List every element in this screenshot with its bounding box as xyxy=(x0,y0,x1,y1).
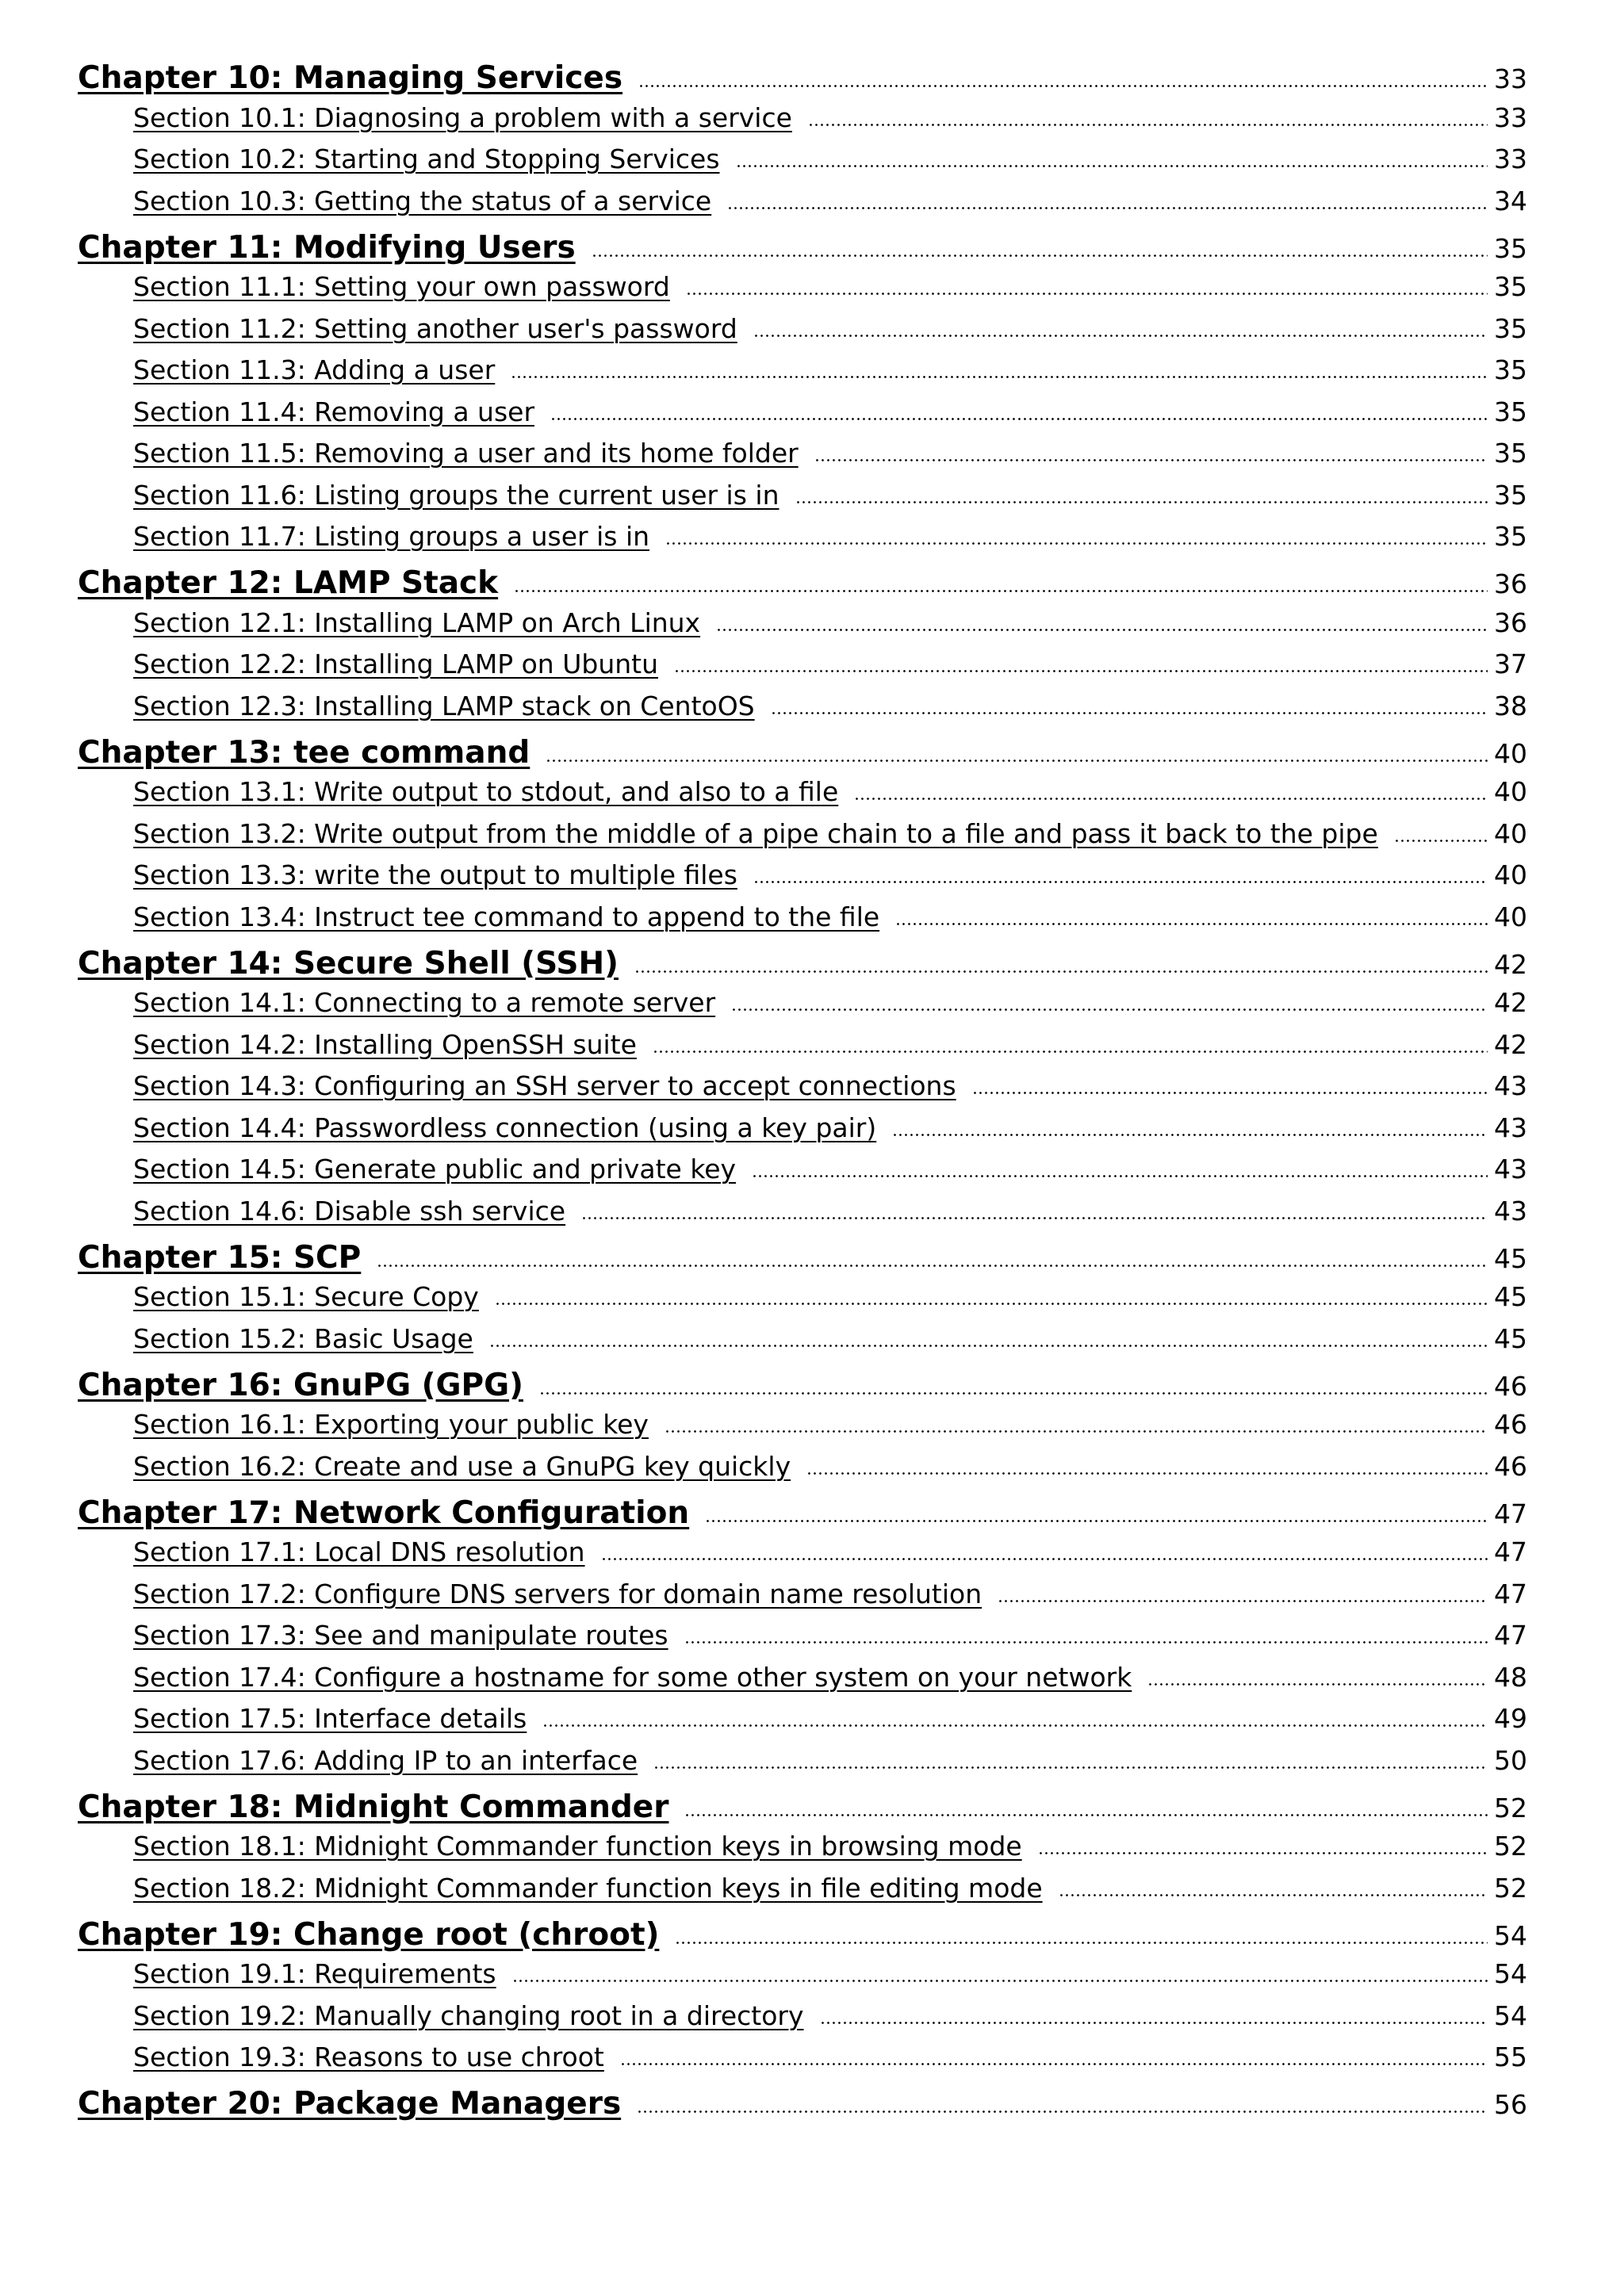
section-link[interactable]: Section 17.6: Adding IP to an interface xyxy=(133,1744,638,1776)
toc-section-row xyxy=(133,1070,1527,1101)
page-number: 40 xyxy=(1494,901,1527,932)
toc-chapter-row xyxy=(78,565,1527,601)
toc-section-row xyxy=(133,1536,1527,1567)
toc-section-row xyxy=(133,186,1527,216)
dot-leader xyxy=(716,629,1488,631)
section-link[interactable]: Section 11.2: Setting another user's password xyxy=(133,312,737,344)
toc-section-row xyxy=(133,1029,1527,1060)
toc-section-row xyxy=(133,102,1527,133)
toc-section-row xyxy=(133,607,1527,638)
dot-leader xyxy=(550,418,1488,420)
section-link[interactable]: Section 11.7: Listing groups a user is in xyxy=(133,521,650,552)
toc-chapter-row xyxy=(78,735,1527,771)
dot-leader xyxy=(753,335,1488,337)
section-link[interactable]: Section 12.2: Installing LAMP on Ubuntu xyxy=(133,649,658,679)
toc-section-row xyxy=(133,1958,1527,1989)
page-number: 36 xyxy=(1494,568,1527,599)
section-link[interactable]: Section 19.1: Requirements xyxy=(133,1958,496,1989)
dot-leader xyxy=(511,376,1488,378)
dot-leader xyxy=(377,1265,1488,1267)
dot-leader xyxy=(1147,1683,1488,1686)
dot-leader xyxy=(854,798,1488,800)
chapter-link[interactable]: Chapter 19: Change root (chroot) xyxy=(78,1916,660,1953)
toc-chapter-row xyxy=(78,2086,1527,2122)
section-link[interactable]: Section 14.3: Configuring an SSH server to accept connections xyxy=(133,1070,956,1101)
chapter-link[interactable]: Chapter 11: Modifying Users xyxy=(78,229,576,266)
toc-chapter-row xyxy=(78,1240,1527,1276)
section-link[interactable]: Section 17.2: Configure DNS servers for domain name resolution xyxy=(133,1578,982,1609)
toc-section-row xyxy=(133,1873,1527,1904)
page-number: 52 xyxy=(1494,1831,1527,1862)
toc-section-row xyxy=(133,1620,1527,1651)
toc-section-row xyxy=(133,396,1527,427)
dot-leader xyxy=(634,970,1488,973)
section-link[interactable]: Section 14.5: Generate public and private key xyxy=(133,1154,737,1184)
dot-leader xyxy=(753,881,1488,883)
page-number: 46 xyxy=(1494,1370,1527,1402)
page-number: 47 xyxy=(1494,1536,1527,1567)
section-link[interactable]: Section 19.2: Manually changing root in a directory xyxy=(133,1999,804,2031)
page-number: 48 xyxy=(1494,1661,1527,1693)
page-number: 33 xyxy=(1494,63,1527,94)
section-link[interactable]: Section 11.4: Removing a user xyxy=(133,396,535,427)
dot-leader xyxy=(653,1766,1488,1769)
dot-leader xyxy=(620,2063,1488,2065)
toc-section-row xyxy=(133,2042,1527,2072)
toc-chapter-row xyxy=(78,60,1527,96)
toc-section-row xyxy=(133,313,1527,344)
section-link[interactable]: Section 11.5: Removing a user and its home folder xyxy=(133,438,799,469)
page-number: 55 xyxy=(1494,2042,1527,2072)
dot-leader xyxy=(637,2110,1488,2113)
page-number: 33 xyxy=(1494,101,1527,133)
chapter-link[interactable]: Chapter 15: SCP xyxy=(78,1239,362,1276)
toc-section-row xyxy=(133,480,1527,511)
dot-leader xyxy=(546,760,1488,762)
page-number: 49 xyxy=(1494,1703,1527,1734)
dot-leader xyxy=(665,1430,1488,1433)
toc-section-row xyxy=(133,1409,1527,1440)
chapter-link[interactable]: Chapter 18: Midnight Commander xyxy=(78,1789,669,1825)
dot-leader xyxy=(653,1050,1488,1053)
toc-section-row xyxy=(133,1831,1527,1862)
toc-section-row xyxy=(133,776,1527,807)
toc-chapter-row xyxy=(78,1789,1527,1825)
page-number: 40 xyxy=(1494,776,1527,807)
page-number: 47 xyxy=(1494,1620,1527,1651)
dot-leader xyxy=(820,2022,1488,2024)
page-number: 34 xyxy=(1494,185,1527,216)
section-link[interactable]: Section 13.4: Instruct tee command to append to the file xyxy=(133,901,880,932)
page-number: 52 xyxy=(1494,1872,1527,1904)
section-link[interactable]: Section 17.5: Interface details xyxy=(133,1703,527,1734)
page-number: 35 xyxy=(1494,438,1527,469)
toc-section-row xyxy=(133,2000,1527,2031)
toc-section-row xyxy=(133,271,1527,302)
dot-leader xyxy=(972,1092,1488,1094)
section-link[interactable]: Section 10.2: Starting and Stopping Services xyxy=(133,144,720,174)
dot-leader xyxy=(539,1392,1488,1395)
page-number: 52 xyxy=(1494,1792,1527,1823)
section-link[interactable]: Section 17.3: See and manipulate routes xyxy=(133,1620,668,1651)
toc-chapter-row xyxy=(78,1368,1527,1403)
page-number: 35 xyxy=(1494,354,1527,385)
dot-leader xyxy=(806,1472,1488,1475)
dot-leader xyxy=(674,670,1488,672)
section-link[interactable]: Section 11.3: Adding a user xyxy=(133,354,496,385)
section-link[interactable]: Section 13.2: Write output from the middle of a pipe chain to a file and pass it back to the pipe xyxy=(133,817,1378,849)
dot-leader xyxy=(814,459,1488,461)
section-link[interactable]: Section 16.1: Exporting your public key xyxy=(133,1409,649,1440)
dot-leader xyxy=(705,1520,1488,1522)
toc-section-row xyxy=(133,354,1527,385)
page-number: 45 xyxy=(1494,1242,1527,1274)
toc-section-row xyxy=(133,859,1527,890)
page-number: 37 xyxy=(1494,649,1527,679)
page-number: 46 xyxy=(1494,1409,1527,1440)
dot-leader xyxy=(675,1942,1488,1944)
page-number: 35 xyxy=(1494,271,1527,302)
toc-section-row xyxy=(133,987,1527,1018)
section-link[interactable]: Section 19.3: Reasons to use chroot xyxy=(133,2042,604,2072)
chapter-link[interactable]: Chapter 16: GnuPG (GPG) xyxy=(78,1367,523,1403)
toc-section-row xyxy=(133,144,1527,174)
section-link[interactable]: Section 18.2: Midnight Commander function keys in file editing mode xyxy=(133,1872,1043,1904)
toc-section-row xyxy=(133,1196,1527,1226)
chapter-link[interactable]: Chapter 10: Managing Services xyxy=(78,60,623,96)
page-number: 40 xyxy=(1494,859,1527,890)
dot-leader xyxy=(998,1600,1488,1602)
toc-section-row xyxy=(133,649,1527,679)
chapter-link[interactable]: Chapter 17: Network Configuration xyxy=(78,1494,690,1531)
page-number: 35 xyxy=(1494,312,1527,344)
toc-section-row xyxy=(133,1112,1527,1143)
page-number: 43 xyxy=(1494,1112,1527,1143)
section-link[interactable]: Section 14.1: Connecting to a remote server xyxy=(133,987,716,1018)
toc-chapter-row xyxy=(78,1917,1527,1953)
toc-section-row xyxy=(133,1703,1527,1734)
section-link[interactable]: Section 17.4: Configure a hostname for some other system on your network xyxy=(133,1661,1132,1693)
section-link[interactable]: Section 15.1: Secure Copy xyxy=(133,1281,479,1312)
dot-leader xyxy=(1394,840,1488,842)
dot-leader xyxy=(684,1641,1488,1644)
dot-leader xyxy=(795,501,1488,503)
toc-section-row xyxy=(133,818,1527,849)
toc-chapter-row xyxy=(78,946,1527,982)
page-number: 43 xyxy=(1494,1154,1527,1184)
page-number: 42 xyxy=(1494,1028,1527,1060)
toc-section-row xyxy=(133,1578,1527,1609)
toc-chapter-row xyxy=(78,1495,1527,1531)
chapter-link[interactable]: Chapter 13: tee command xyxy=(78,734,530,771)
dot-leader xyxy=(495,1303,1488,1305)
page-number: 43 xyxy=(1494,1195,1527,1226)
section-link[interactable]: Section 18.1: Midnight Commander function keys in browsing mode xyxy=(133,1831,1022,1862)
page-number: 54 xyxy=(1494,1919,1527,1951)
dot-leader xyxy=(581,1217,1488,1219)
page-number: 46 xyxy=(1494,1450,1527,1482)
page-number: 45 xyxy=(1494,1322,1527,1354)
toc-section-row xyxy=(133,438,1527,469)
page-number: 43 xyxy=(1494,1070,1527,1101)
dot-leader xyxy=(727,207,1488,209)
dot-leader xyxy=(638,85,1488,87)
page-number: 40 xyxy=(1494,817,1527,849)
section-link[interactable]: Section 13.1: Write output to stdout, and also to a file xyxy=(133,776,839,807)
dot-leader xyxy=(592,254,1488,257)
page-number: 45 xyxy=(1494,1281,1527,1312)
dot-leader xyxy=(752,1175,1488,1177)
page-number: 36 xyxy=(1494,607,1527,638)
page-number: 35 xyxy=(1494,521,1527,552)
page-number: 42 xyxy=(1494,948,1527,980)
page-number: 35 xyxy=(1494,396,1527,427)
dot-leader xyxy=(736,165,1488,167)
page-number: 56 xyxy=(1494,2089,1527,2120)
section-link[interactable]: Section 10.1: Diagnosing a problem with a service xyxy=(133,101,792,133)
chapter-link[interactable]: Chapter 14: Secure Shell (SSH) xyxy=(78,945,619,982)
page-number: 47 xyxy=(1494,1498,1527,1529)
section-link[interactable]: Section 13.3: write the output to multiple files xyxy=(133,859,737,890)
dot-leader xyxy=(601,1558,1488,1560)
page-number: 40 xyxy=(1494,737,1527,769)
section-link[interactable]: Section 12.1: Installing LAMP on Arch Linux xyxy=(133,607,701,638)
toc-chapter-row xyxy=(78,230,1527,266)
dot-leader xyxy=(1038,1852,1488,1854)
section-link[interactable]: Section 11.6: Listing groups the current user is in xyxy=(133,479,779,511)
dot-leader xyxy=(665,542,1488,545)
dot-leader xyxy=(542,1724,1488,1727)
toc-section-row xyxy=(133,1323,1527,1354)
dot-leader xyxy=(489,1345,1488,1347)
page-number: 42 xyxy=(1494,987,1527,1018)
toc-section-row xyxy=(133,691,1527,721)
dot-leader xyxy=(686,293,1488,295)
page-number: 47 xyxy=(1494,1578,1527,1609)
page-number: 54 xyxy=(1494,1999,1527,2031)
dot-leader xyxy=(808,124,1488,126)
page-number: 50 xyxy=(1494,1744,1527,1776)
page-number: 54 xyxy=(1494,1958,1527,1989)
chapter-link[interactable]: Chapter 20: Package Managers xyxy=(78,2086,622,2122)
section-link[interactable]: Section 10.3: Getting the status of a service xyxy=(133,185,712,216)
section-link[interactable]: Section 15.2: Basic Usage xyxy=(133,1322,473,1354)
dot-leader xyxy=(892,1134,1488,1136)
section-link[interactable]: Section 14.4: Passwordless connection (using a key pair) xyxy=(133,1112,877,1143)
dot-leader xyxy=(731,1008,1488,1011)
toc-section-row xyxy=(133,1281,1527,1312)
section-link[interactable]: Section 12.3: Installing LAMP stack on CentoOS xyxy=(133,690,755,721)
section-link[interactable]: Section 16.2: Create and use a GnuPG key quickly xyxy=(133,1450,791,1482)
toc-section-row xyxy=(133,521,1527,552)
page-number: 33 xyxy=(1494,144,1527,174)
dot-leader xyxy=(1059,1894,1488,1896)
dot-leader xyxy=(512,1980,1488,1982)
dot-leader xyxy=(771,712,1488,714)
page-number: 35 xyxy=(1494,232,1527,264)
toc-section-row xyxy=(133,1154,1527,1184)
page-number: 35 xyxy=(1494,479,1527,511)
section-link[interactable]: Section 11.1: Setting your own password xyxy=(133,271,670,302)
dot-leader xyxy=(684,1814,1488,1816)
toc-section-row xyxy=(133,1451,1527,1482)
section-link[interactable]: Section 17.1: Local DNS resolution xyxy=(133,1536,585,1567)
chapter-link[interactable]: Chapter 12: LAMP Stack xyxy=(78,565,499,601)
section-link[interactable]: Section 14.2: Installing OpenSSH suite xyxy=(133,1028,637,1060)
dot-leader xyxy=(895,923,1488,925)
page-number: 38 xyxy=(1494,690,1527,721)
toc-section-row xyxy=(133,1745,1527,1776)
toc-section-row xyxy=(133,901,1527,932)
toc-section-row xyxy=(133,1662,1527,1693)
dot-leader xyxy=(514,590,1488,592)
section-link[interactable]: Section 14.6: Disable ssh service xyxy=(133,1195,566,1226)
